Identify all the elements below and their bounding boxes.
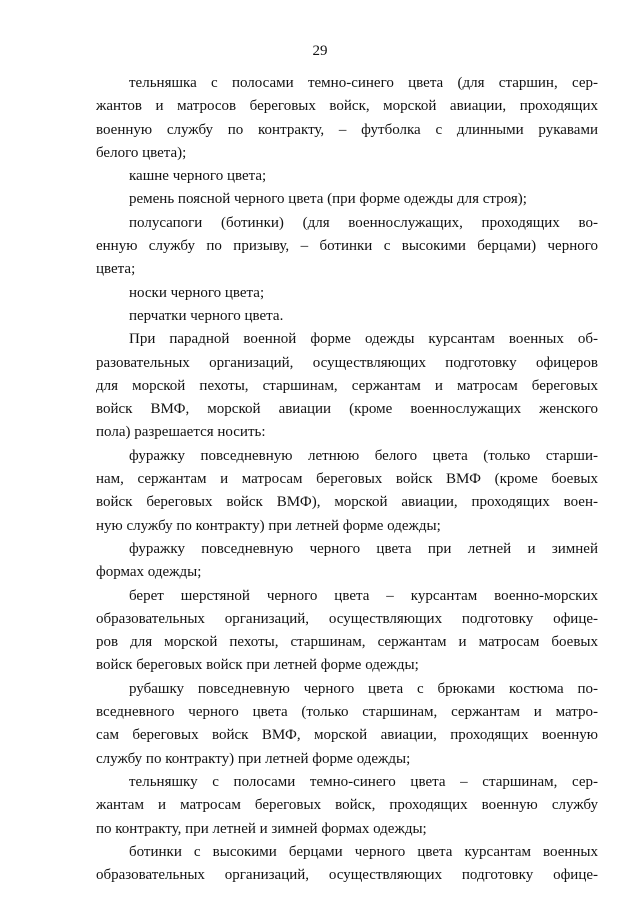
text-line: военную службу по контракту, – футболка с длинными рукавами [96,121,598,138]
text-line: рубашку повседневную черного цвета с брюками костюма по- [129,680,598,697]
text-line: войск береговых войск ВМФ), морской авиации, проходящих воен- [96,494,598,511]
text-line: пола) разрешается носить: [96,424,266,441]
text-line: кашне черного цвета; [129,168,267,185]
document-body [96,72,598,887]
text-line: для морской пехоты, старшинам, сержантам и матросам береговых [96,377,598,394]
page-number: 29 [312,43,328,59]
paragraph [96,328,598,444]
text-line: жантам и матросам береговых войск, проходящих военную службу [96,797,598,814]
text-line: берет шерстяной черного цвета – курсантам военно-морских [129,587,598,604]
paragraph [96,538,598,585]
paragraph [96,165,598,188]
text-line: ремень поясной черного цвета (при форме одежды для строя); [129,191,527,208]
text-line: жантов и матросов береговых войск, морской авиации, проходящих [96,98,598,115]
paragraph [96,678,598,771]
text-line: белого цвета); [96,144,187,161]
text-line: образовательных организаций, осуществляющих подготовку офице- [96,610,598,627]
text-line: службу по контракту) при летней форме одежды; [96,750,411,767]
text-line: При парадной военной форме одежды курсантам военных об- [129,331,598,348]
text-line: цвета; [96,261,136,278]
text-line: ную службу по контракту) при летней форме одежды; [96,517,441,534]
text-line: войск береговых войск при летней форме одежды; [96,657,419,674]
paragraph [96,305,598,328]
paragraph [96,585,598,678]
text-line: тельняшка с полосами темно-синего цвета (для старшин, сер- [129,75,598,91]
paragraph [96,282,598,305]
text-line: перчатки черного цвета. [129,307,284,324]
text-line: фуражку повседневную черного цвета при летней и зимней [129,540,598,557]
text-line: нам, сержантам и матросам береговых войск ВМФ (кроме боевых [96,471,598,488]
text-line: полусапоги (ботинки) (для военнослужащих, проходящих во- [129,214,598,231]
paragraph [96,212,598,282]
text-line: разовательных организаций, осуществляющих подготовку офицеров [96,354,598,371]
paragraph [96,72,598,165]
text-line: образовательных организаций, осуществляющих подготовку офице- [96,867,598,884]
text-line: ботинки с высокими берцами черного цвета курсантам военных [129,843,598,860]
text-line: по контракту, при летней и зимней формах одежды; [96,820,427,837]
paragraph [96,188,598,211]
paragraph [96,841,598,888]
text-line: енную службу по призыву, – ботинки с высокими берцами) черного [96,238,598,255]
text-line: формах одежды; [96,564,202,581]
text-line: сам береговых войск ВМФ, морской авиации, проходящих военную [96,727,598,744]
text-line: вседневного черного цвета (только старшинам, сержантам и матро- [96,704,598,721]
text-line: фуражку повседневную летнюю белого цвета (только старши- [129,447,598,464]
paragraph [96,445,598,538]
text-line: ров для морской пехоты, старшинам, сержантам и матросам боевых [96,634,598,651]
text-line: тельняшку с полосами темно-синего цвета – старшинам, сер- [129,773,598,790]
text-line: войск ВМФ, морской авиации (кроме военнослужащих женского [96,401,598,418]
paragraph [96,771,598,841]
text-line: носки черного цвета; [129,284,265,301]
